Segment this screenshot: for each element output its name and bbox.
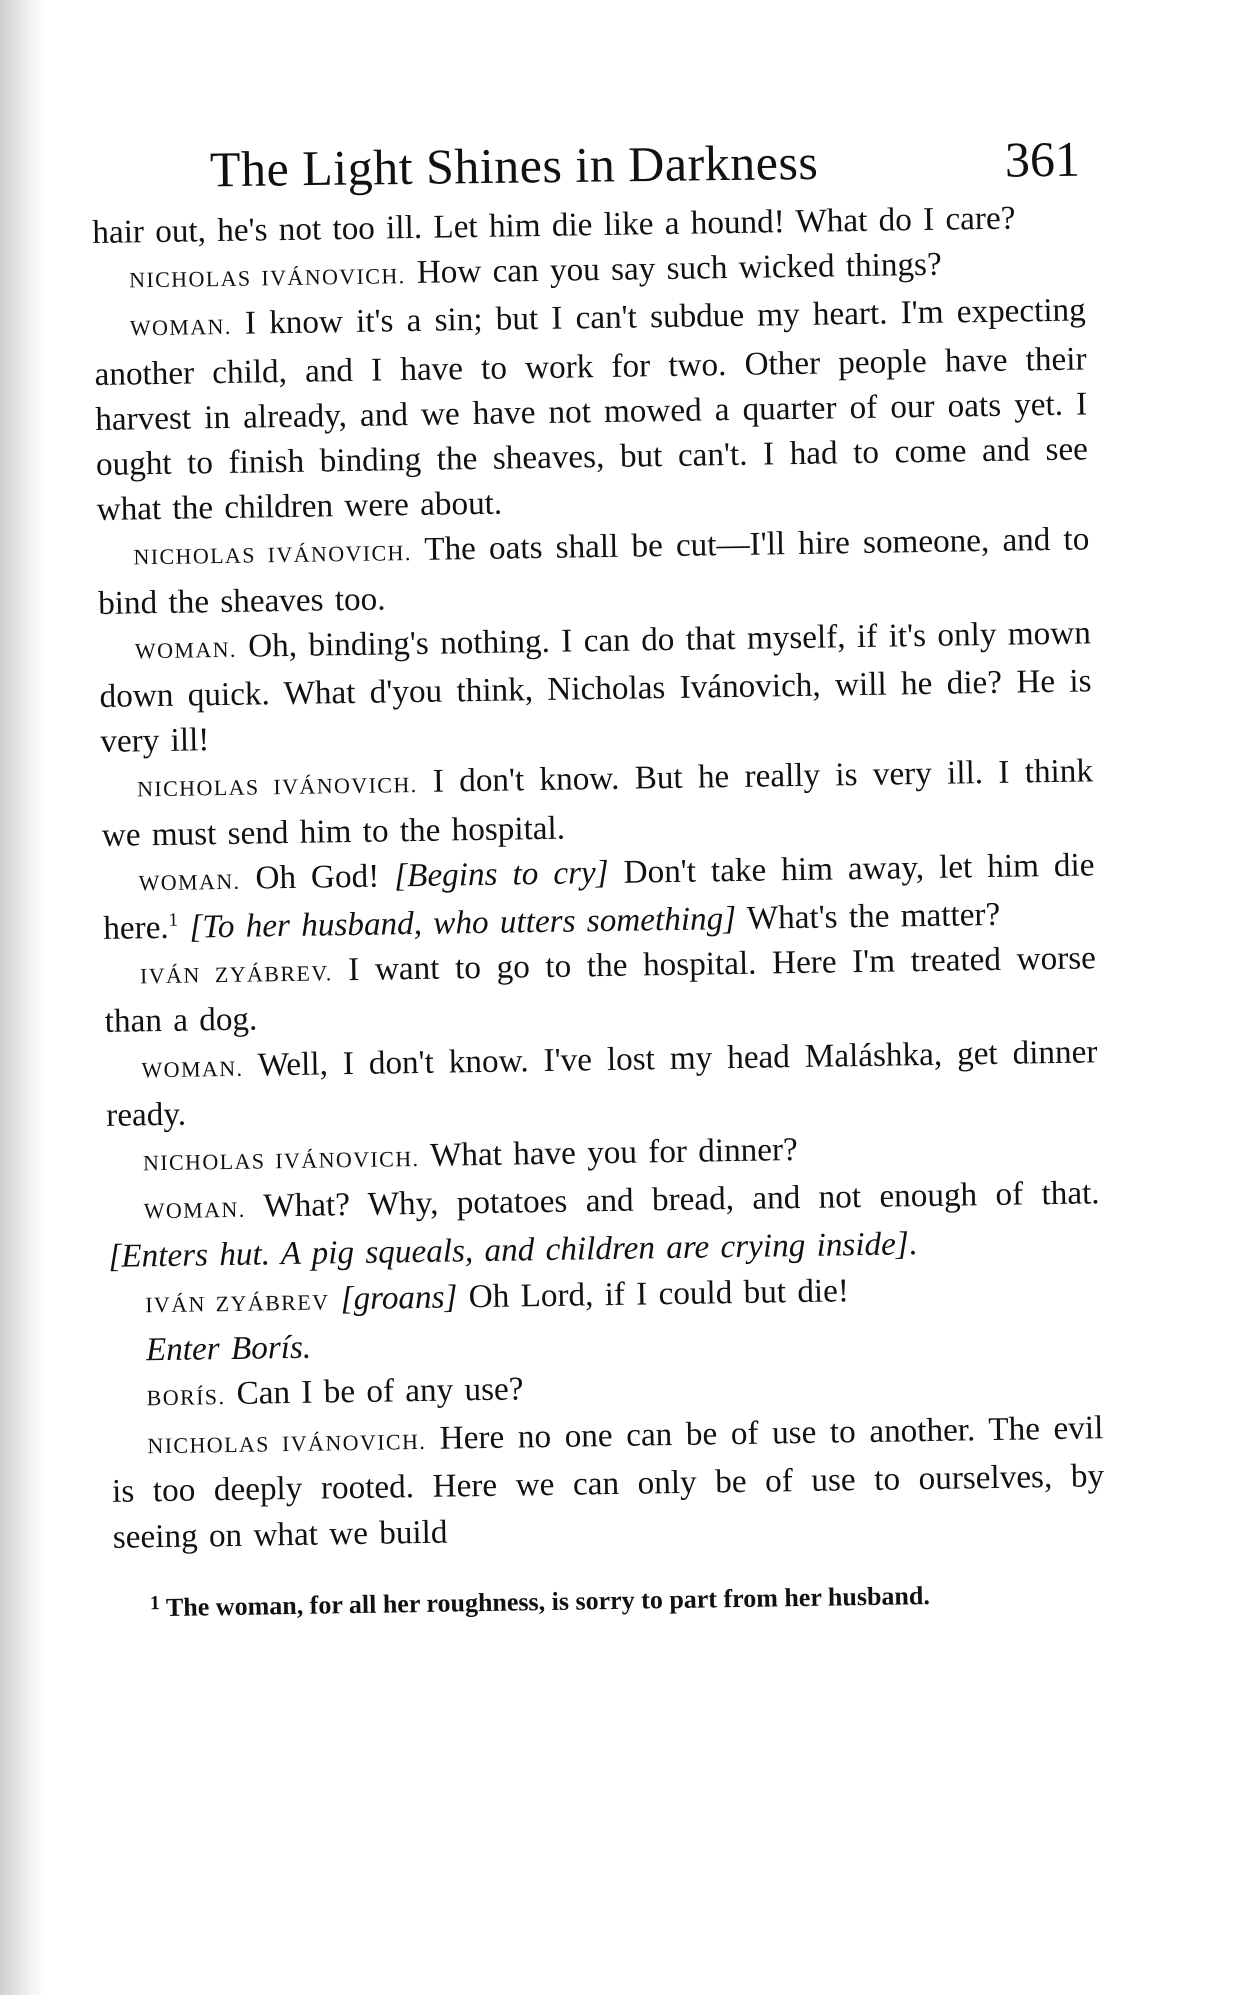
speech-text: What? Why, potatoes and bread, and not enough of that. [263, 1174, 1100, 1225]
speaker-name: WOMAN. [134, 636, 238, 664]
footnote-text: The woman, for all her roughness, is sorry to part from her husband. [165, 1580, 931, 1622]
stage-direction-text: [groans] [340, 1278, 458, 1317]
speech-text: Well, I don't know. I've lost my head Maláshka, get dinner ready. [105, 1032, 1098, 1134]
running-title: The Light Shines in Darkness [209, 133, 819, 198]
speaker-name: NICHOLAS IVÁNOVICH. [128, 263, 406, 293]
speaker-name: NICHOLAS IVÁNOVICH. [133, 540, 412, 570]
speech [102, 842, 1095, 951]
speech-text: The oats shall be cut—I'll hire someone, and to bind the sheaves too. [97, 520, 1090, 622]
footnote-mark: 1 [149, 1591, 161, 1615]
speech-text: What's the matter? [735, 895, 1001, 938]
play-text [92, 194, 1107, 1654]
speech-text: Oh, binding's nothing. I can do that myself, if it's only mown down quick. What d'you think, Nicholas Ivánovich, will he die? He is very ill! [99, 614, 1092, 761]
speech-text: . [908, 1225, 918, 1263]
speech-text [178, 909, 190, 946]
speaker-name: WOMAN. [129, 314, 232, 341]
speech-text: Here no one can be of use to another. The evil is too deeply rooted. Here we can only be of use to ourselves, by seeing on what we build [111, 1409, 1105, 1556]
speaker-name: WOMAN. [138, 868, 241, 896]
speaker-name: WOMAN. [141, 1055, 244, 1082]
stage-direction-text: [To her husband, who utters something] [189, 900, 737, 946]
speech-text: I know it's a sin; but I can't subdue my heart. I'm expecting another child, and I have to work for two. Other people have their harvest in already, and we have not mowed a quarter of our oats yet. I ought to finish binding the sheaves, but can't. I had to come and see what the children were about. [94, 291, 1089, 529]
page-number: 361 [1004, 130, 1081, 188]
speech-text: How can you say such wicked things? [416, 245, 942, 292]
footnote [114, 1568, 1107, 1629]
speaker-name: NICHOLAS IVÁNOVICH. [147, 1429, 427, 1459]
speech [104, 936, 1097, 1045]
speech [93, 288, 1088, 533]
speech-text: What have you for dinner? [429, 1131, 799, 1174]
speech [111, 1406, 1105, 1560]
speech-text: Oh Lord, if I could but die! [457, 1271, 850, 1316]
speaker-name: NICHOLAS IVÁNOVICH. [136, 772, 418, 802]
speech-text: Can I be of any use? [236, 1370, 524, 1412]
paragraph-text: hair out, he's not too ill. Let him die like a hound! What do I care? [92, 199, 1016, 251]
stage-direction-text: [Enters hut. A pig squeals, and children are crying inside] [108, 1225, 910, 1276]
speaker-name: IVÁN ZYÁBREV [145, 1289, 330, 1317]
speech [97, 517, 1090, 626]
speech-text: Oh God! [255, 857, 395, 897]
footnote-reference: 1 [168, 909, 179, 931]
speech [107, 1171, 1100, 1280]
speaker-name: BORÍS. [146, 1384, 226, 1411]
speaker-name: NICHOLAS IVÁNOVICH. [142, 1146, 420, 1176]
speech [105, 1029, 1098, 1138]
dialogue [92, 194, 1105, 1559]
stage-direction-text: [Begins to cry] [393, 853, 609, 895]
stage-direction-text: Enter Borís. [145, 1328, 312, 1369]
speech-text: Don't take him away, let him die here. [102, 846, 1095, 947]
speech-text: I don't know. But he really is very ill. I think we must send him to the hospital. [101, 752, 1094, 854]
speaker-name: WOMAN. [143, 1196, 246, 1224]
speech [99, 610, 1093, 764]
page-edge-shadow [0, 0, 46, 1995]
speaker-name: IVÁN ZYÁBREV. [139, 960, 333, 989]
speech [101, 749, 1094, 858]
speech-text: I want to go to the hospital. Here I'm treated worse than a dog. [104, 939, 1097, 1041]
